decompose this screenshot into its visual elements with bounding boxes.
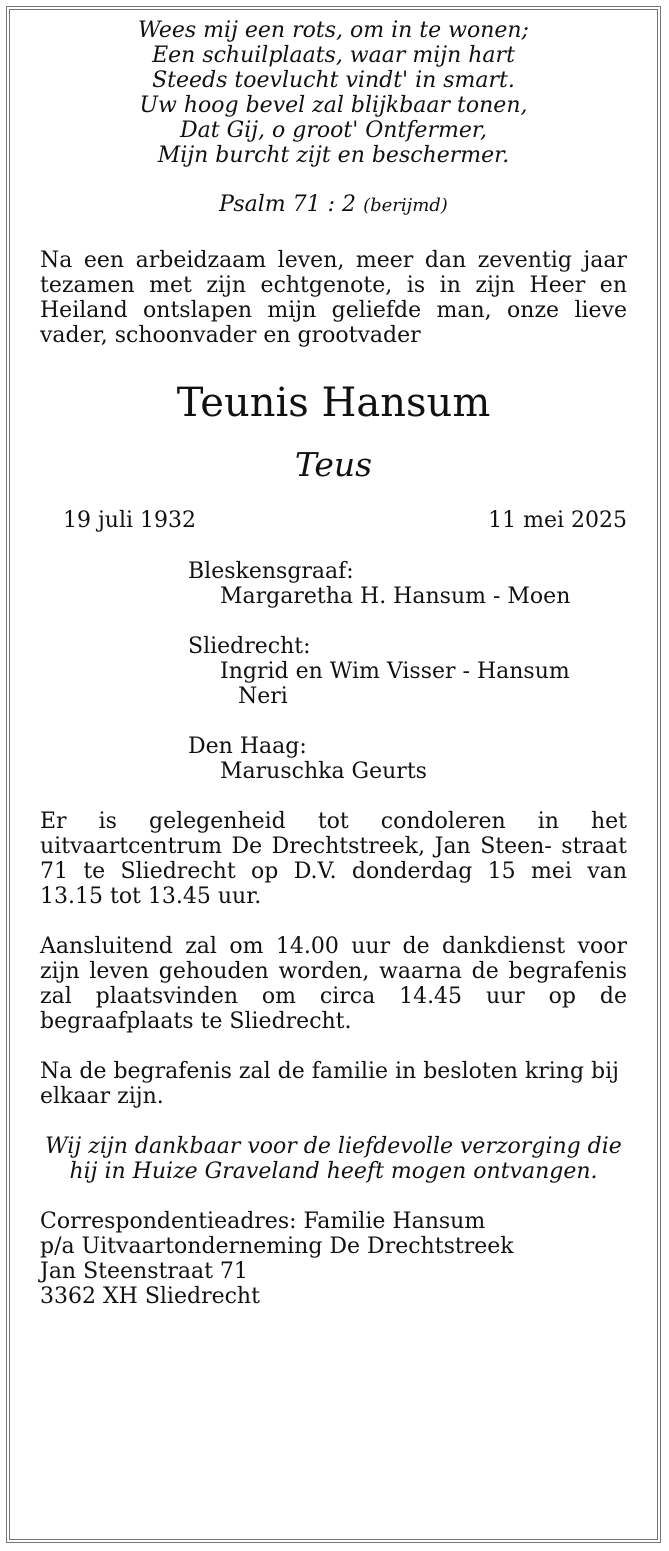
verse-line: Mijn burcht zijt en beschermer. xyxy=(157,143,510,168)
family-place: Sliedrecht: xyxy=(188,634,311,659)
announcement-content xyxy=(40,18,627,1309)
psalm-reference-text: Psalm 71 : 2 xyxy=(219,192,357,217)
address-line: 3362 XH Sliedrecht xyxy=(40,1284,260,1309)
family-list xyxy=(188,559,627,784)
address-line: Jan Steenstraat 71 xyxy=(40,1259,248,1284)
correspondence-address xyxy=(40,1209,627,1309)
family-place: Bleskensgraaf: xyxy=(188,559,354,584)
thanks-paragraph: Wij zijn dankbaar voor de liefdevolle verzorging die hij in Huize Graveland heeft mogen ontvangen. xyxy=(45,1134,622,1184)
family-group-bleskensgraaf xyxy=(188,559,627,609)
death-date: 11 mei 2025 xyxy=(488,508,627,533)
verse-line: Dat Gij, o groot' Ontfermer, xyxy=(180,118,487,143)
life-dates xyxy=(40,508,627,533)
psalm-reference-note: (berijmd) xyxy=(363,195,448,216)
address-line: Correspondentieadres: Familie Hansum xyxy=(40,1209,486,1234)
deceased-name: Teunis Hansum xyxy=(176,380,491,426)
family-grandchild: Neri xyxy=(238,684,288,709)
deceased-nickname: Teus xyxy=(294,445,373,484)
address-line: p/a Uitvaartonderneming De Drechtstreek xyxy=(40,1234,514,1259)
service-paragraph: Aansluitend zal om 14.00 uur de dankdienst voor zijn leven gehouden worden, waarna de begrafenis zal plaatsvinden om circa 14.45 uur op de begraafplaats te Sliedrecht. xyxy=(40,934,627,1034)
psalm-verse xyxy=(40,18,627,168)
verse-line: Steeds toevlucht vindt' in smart. xyxy=(152,68,515,93)
intro-text: Na een arbeidzaam leven, meer dan zeventig jaar tezamen met zijn echtgenote, is in zijn Heer en Heiland ontslapen mijn geliefde man, onze lieve vader, schoonvader en grootvader xyxy=(40,248,627,348)
family-place: Den Haag: xyxy=(188,734,307,759)
family-member: Maruschka Geurts xyxy=(220,759,427,784)
family-group-sliedrecht xyxy=(188,634,627,709)
after-funeral-paragraph: Na de begrafenis zal de familie in besloten kring bij elkaar zijn. xyxy=(40,1059,619,1109)
verse-line: Wees mij een rots, om in te wonen; xyxy=(138,18,529,43)
announcement-frame xyxy=(9,9,658,1540)
verse-line: Uw hoog bevel zal blijkbaar tonen, xyxy=(139,93,528,118)
verse-line: Een schuilplaats, waar mijn hart xyxy=(152,43,515,68)
family-member: Margaretha H. Hansum - Moen xyxy=(220,584,571,609)
psalm-reference xyxy=(40,192,627,218)
family-member: Ingrid en Wim Visser - Hansum xyxy=(220,659,570,684)
birth-date: 19 juli 1932 xyxy=(63,508,197,533)
family-group-den-haag xyxy=(188,734,627,784)
condolence-paragraph: Er is gelegenheid tot condoleren in het uitvaartcentrum De Drechtstreek, Jan Steen- straat 71 te Sliedrecht op D.V. donderdag 15 mei van 13.15 tot 13.45 uur. xyxy=(40,809,627,909)
